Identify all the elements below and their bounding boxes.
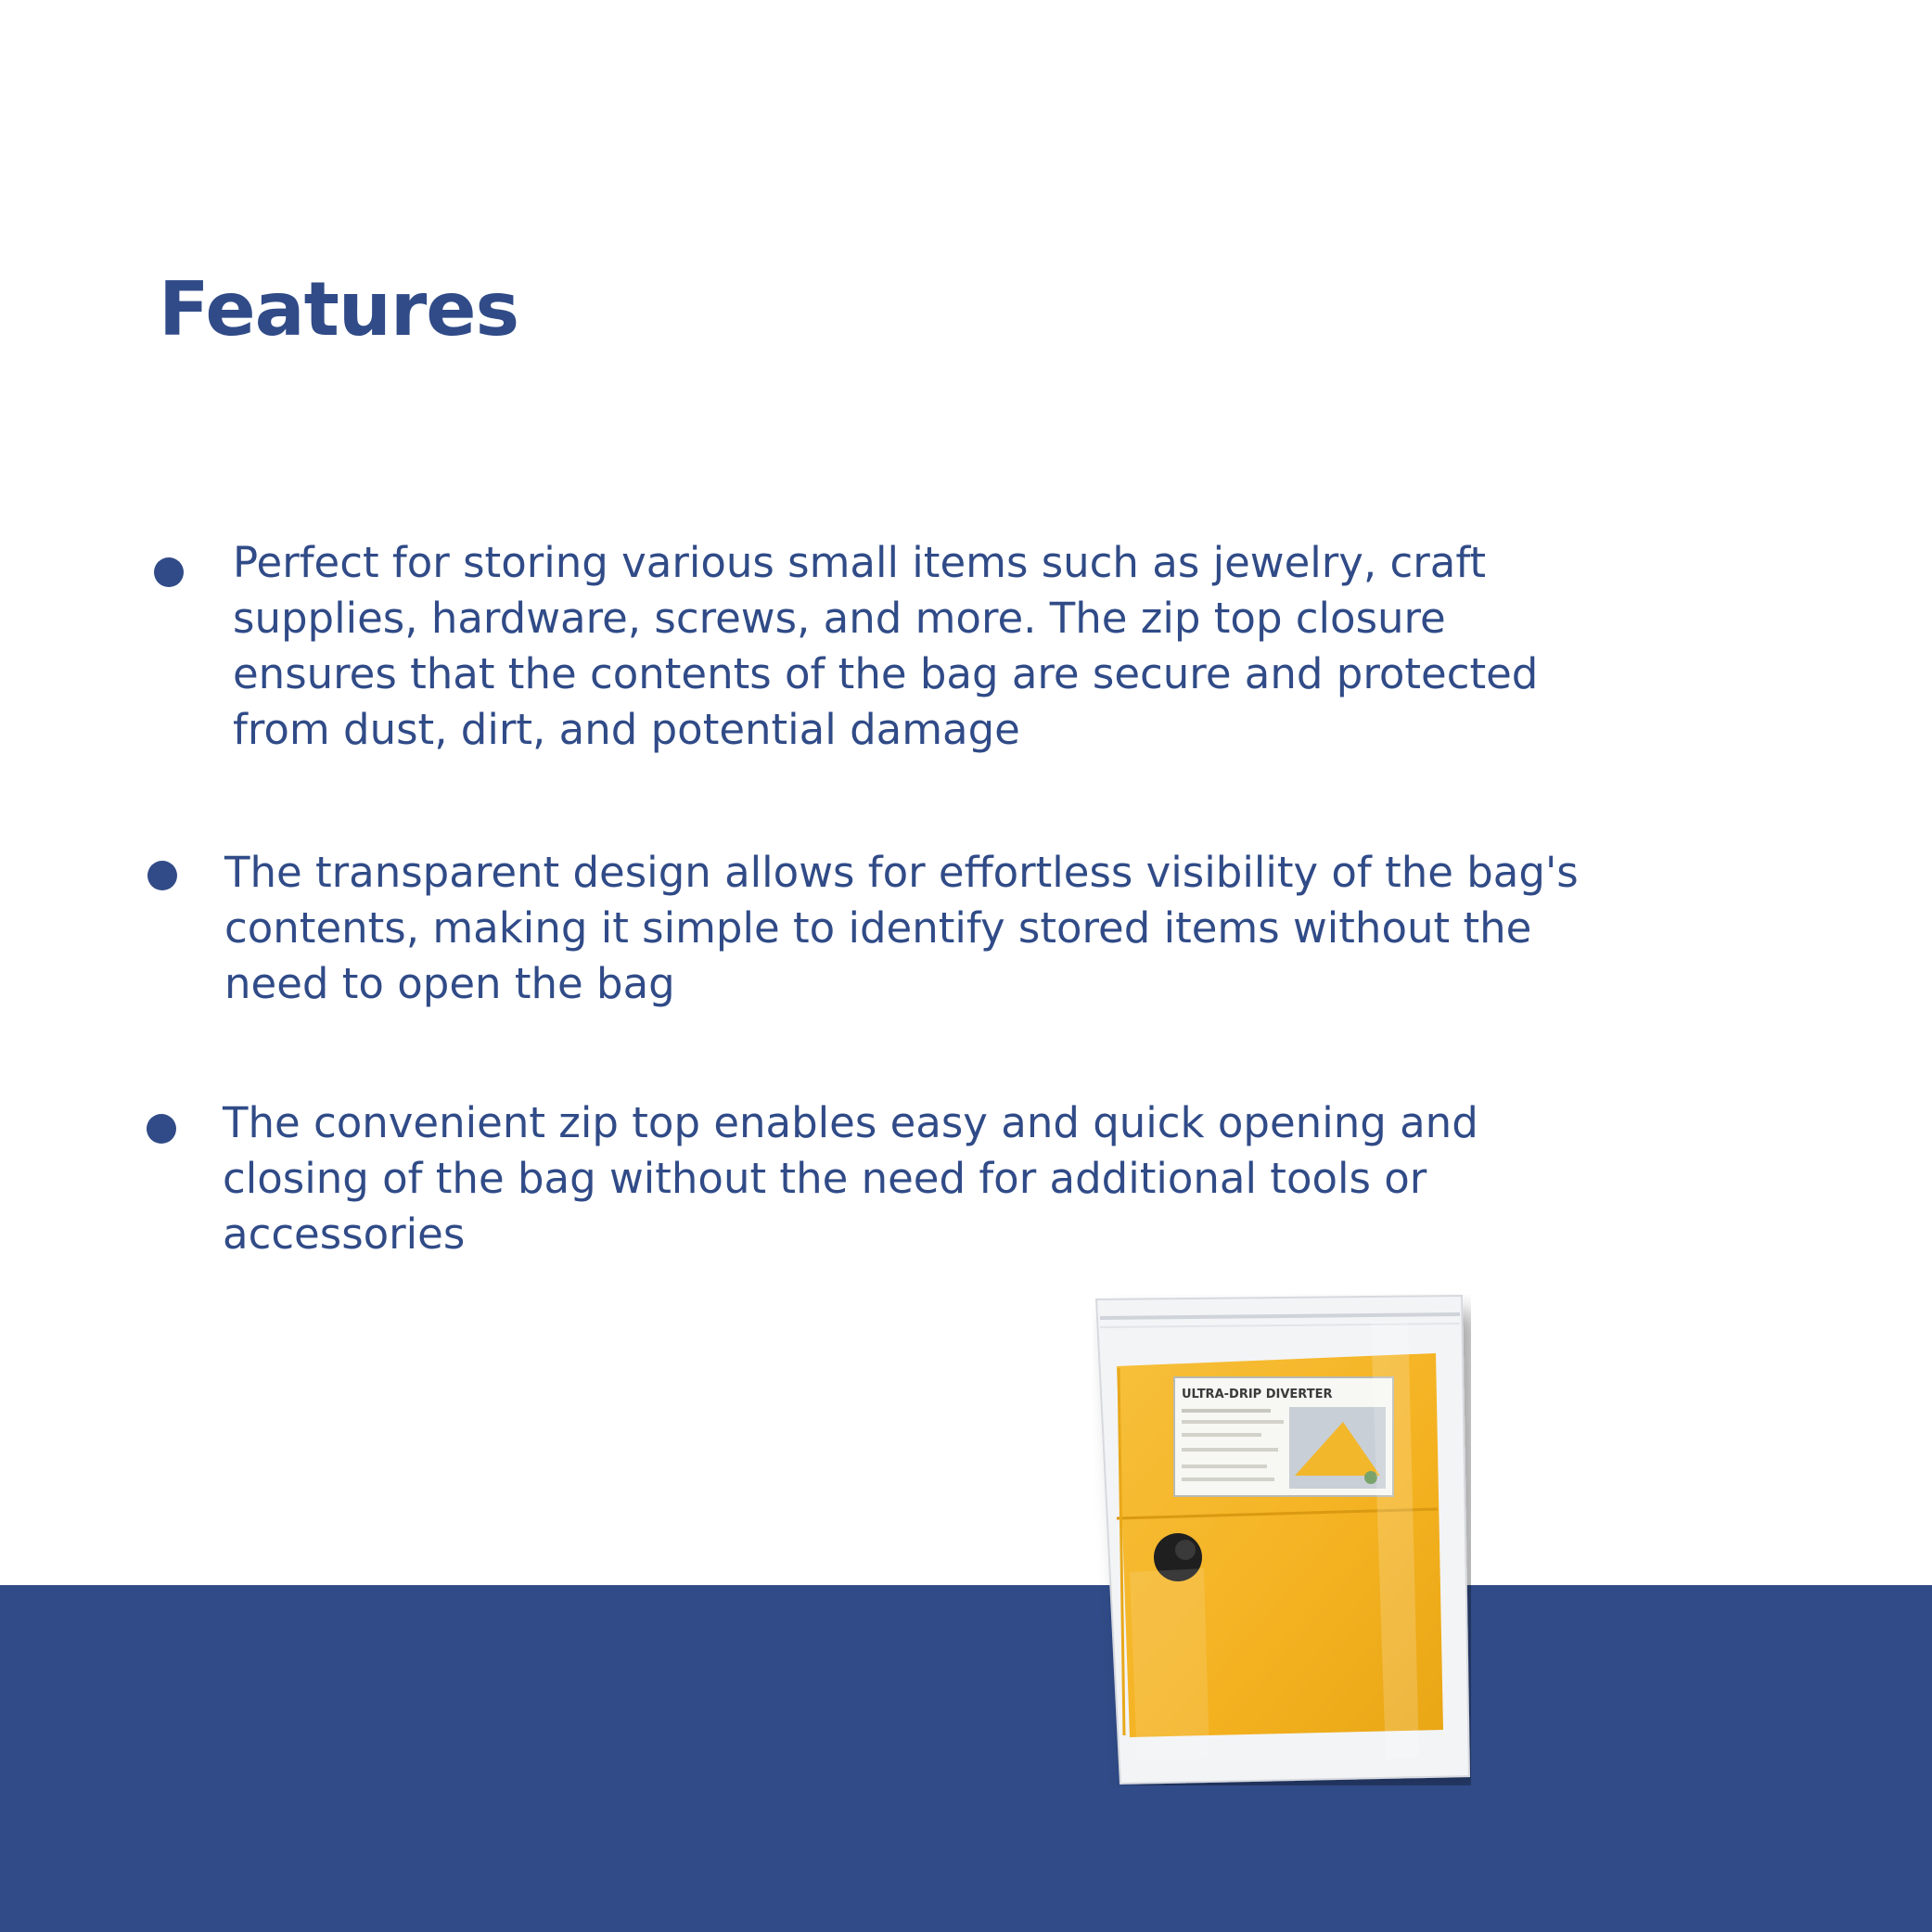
- feature-text-3: The convenient zip top enables easy and quick opening and closing of the bag without the need for additional tools or accessories: [223, 1098, 1478, 1259]
- product-bag-image: [1093, 1294, 1471, 1785]
- bullet-icon: [147, 861, 177, 890]
- footer-band: [0, 1585, 1932, 1932]
- bullet-icon: [154, 557, 184, 587]
- feature-text-2: The transparent design allows for effortless visibility of the bag's contents, making it simple to identify stored items without the need to open the bag: [224, 848, 1579, 1008]
- product-label-title: ULTRA-DRIP DIVERTER: [1182, 1388, 1333, 1401]
- feature-text-1: Perfect for storing various small items such as jewelry, craft supplies, hardware, screws, and more. The zip top closure ensures that the contents of the bag are secure and protected from dust, dirt, and potential damage: [233, 538, 1539, 754]
- bullet-icon: [147, 1114, 176, 1144]
- page-title: Features: [159, 266, 519, 352]
